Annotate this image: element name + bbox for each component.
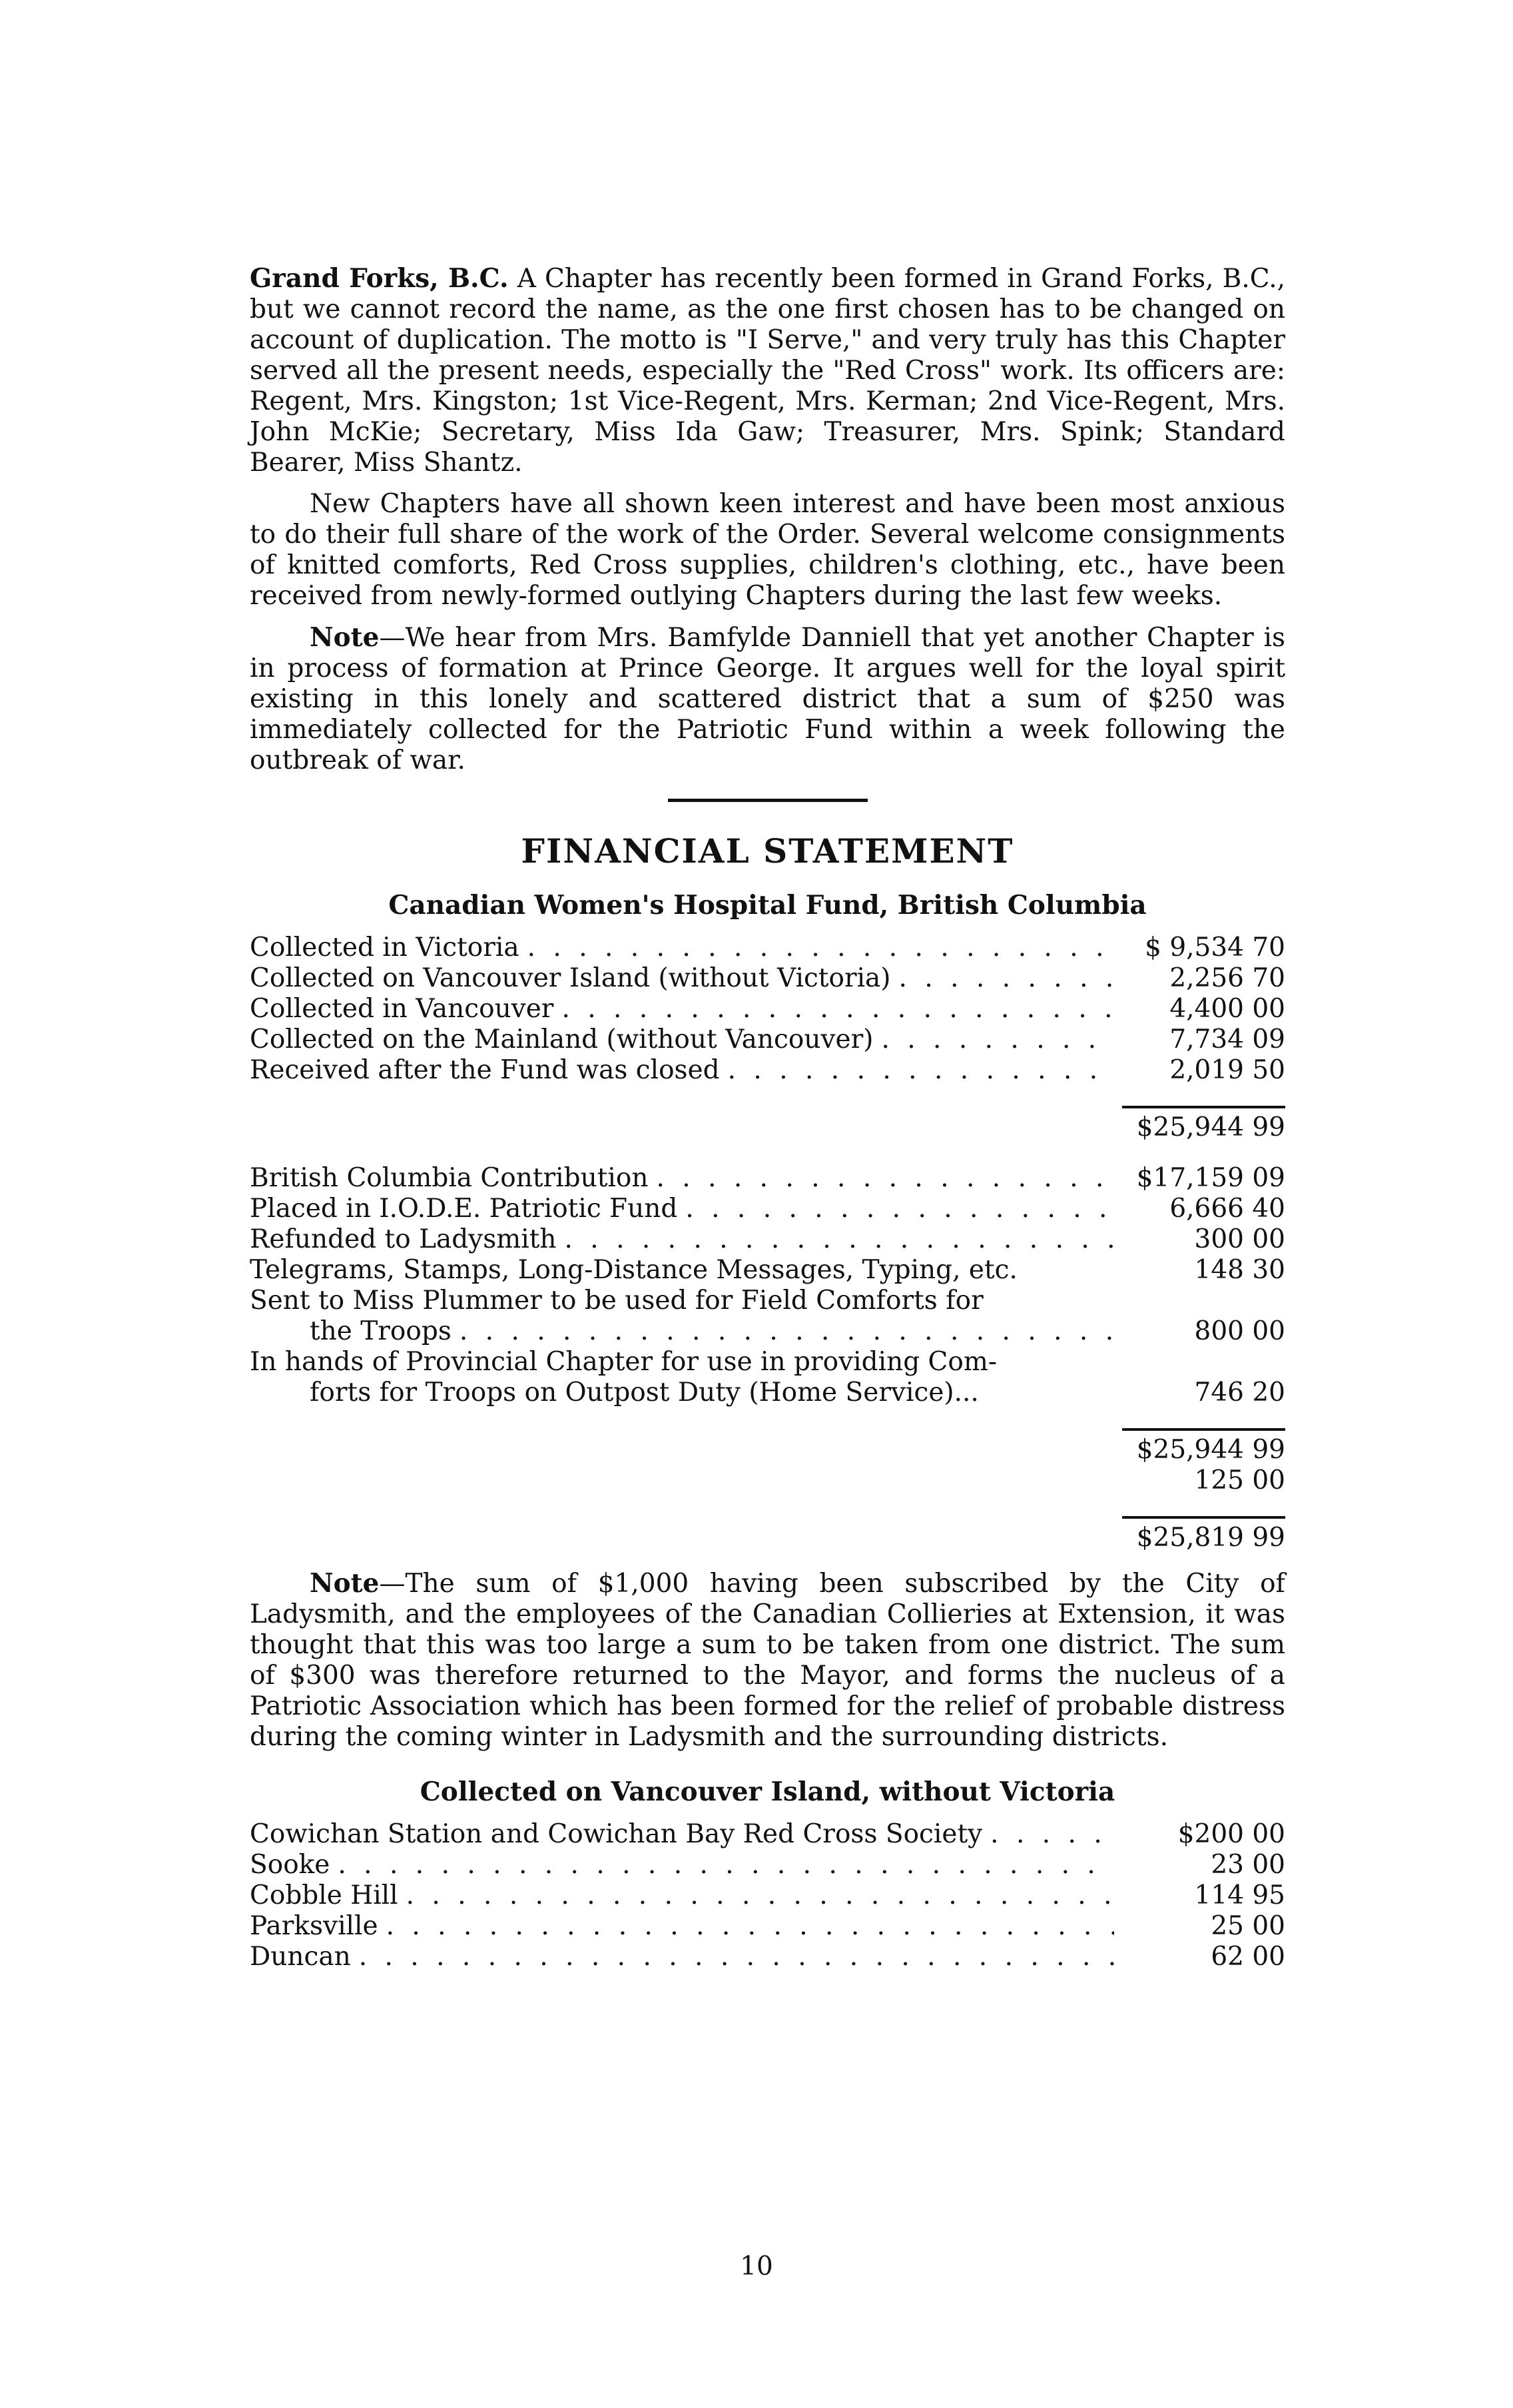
grand-forks-lead: Grand Forks, B.C. [250, 263, 509, 294]
ledger-row [250, 933, 1285, 963]
final-total-row [250, 1523, 1285, 1553]
total-row [250, 1435, 1285, 1465]
grand-forks-text: A Chapter has recently been formed in Grand Forks, B.C., but we cannot record the name, as the one first chosen has to be changed on account of duplication. The motto is "I Serve," and very truly has this Chapter served all the present needs, especially the "Red Cross" work. Its officers are: Regent, Mrs. Kingston; 1st Vice-Regent, Mrs. Kerman; 2nd Vice-Regent, Mrs. John McKie; Secretary, Miss Ida Gaw; Treasurer, Mrs. Spink; Standard Bearer, Miss Shantz. [250, 264, 1285, 478]
ledger-row [250, 1224, 1285, 1255]
note-prince-george-paragraph [250, 622, 1285, 776]
ledger-amount: 25 00 [1211, 1911, 1285, 1941]
ledger-amount: 2,019 50 [1169, 1055, 1285, 1085]
ledger-amount: 300 00 [1194, 1224, 1285, 1254]
ledger-label: Cowichan Station and Cowichan Bay Red Cross Society [250, 1819, 983, 1849]
ledger-row [250, 1255, 1285, 1286]
ledger-row [250, 1163, 1285, 1194]
leader-dots [881, 1024, 1114, 1055]
ledger-row [250, 1880, 1285, 1911]
leader-dots [406, 1880, 1114, 1911]
ledger-label: Collected on the Mainland (without Vancouver) [250, 1024, 874, 1054]
ledger-label: Placed in I.O.D.E. Patriotic Fund [250, 1194, 678, 1224]
total-rule [1122, 1106, 1285, 1108]
ledger-amount: 4,400 00 [1169, 994, 1285, 1024]
ledger-row [250, 1850, 1285, 1880]
deduction-row [250, 1465, 1285, 1496]
ledger-amount: $200 00 [1177, 1819, 1285, 1849]
ledger-row [250, 994, 1285, 1024]
spacer [250, 1143, 1285, 1163]
note-ladysmith-paragraph [250, 1568, 1285, 1753]
ledger-label: Collected in Vancouver [250, 994, 554, 1024]
leader-dots [459, 1316, 1114, 1347]
note-lead: Note [310, 1568, 380, 1599]
page-number: 10 [740, 2251, 773, 2281]
leader-dots [728, 1055, 1114, 1086]
ledger-row [250, 1942, 1285, 1972]
ledger-amount: 62 00 [1211, 1942, 1285, 1972]
ledger-row [250, 1378, 1285, 1408]
note-text: —The sum of $1,000 having been subscribed by the City of Ladysmith, and the employees of the Canadian Collieries at Extension, it was thought that this was too large a sum to be taken from one district. The sum of $300 was therefore returned to the Mayor, and forms the nucleus of a Patriotic Association which has been formed for the relief of probable distress during the coming winter in Ladysmith and the surrounding districts. [250, 1569, 1285, 1752]
ledger-label: Collected on Vancouver Island (without Victoria) [250, 963, 891, 993]
total-rule [1122, 1428, 1285, 1431]
ledger-amount: $17,159 09 [1136, 1163, 1285, 1193]
note-text: —We hear from Mrs. Bamfylde Danniell that yet another Chapter is in process of formation at Prince George. It argues well for the loyal spirit existing in this lonely and scattered district that a sum of $250 was immediately collected for the Patriotic Fund within a week following the outbreak of war. [250, 623, 1285, 775]
new-chapters-paragraph: New Chapters have all shown keen interest and have been most anxious to do their full share of the work of the Order. Several welcome consignments of knitted comforts, Red Cross supplies, children's clothing, etc., have been received from newly-formed outlying Chapters during the last few weeks. [250, 489, 1285, 611]
section-divider [668, 799, 868, 802]
ledger-row [250, 1024, 1285, 1055]
leader-dots [899, 963, 1114, 994]
ledger-label: Sooke [250, 1850, 330, 1880]
grand-forks-paragraph [250, 263, 1285, 478]
provincial-entry [250, 1347, 1285, 1408]
leader-dots [386, 1911, 1114, 1942]
vancouver-island-title: Collected on Vancouver Island, without Victoria [420, 1777, 1115, 1807]
leader-dots [527, 933, 1114, 963]
ledger-label: Parksville [250, 1911, 378, 1941]
ledger-amount: 148 30 [1194, 1255, 1285, 1285]
leader-dots [685, 1194, 1114, 1224]
ledger-label: In hands of Provincial Chapter for use in providing Com- [250, 1347, 998, 1377]
ledger-amount: 7,734 09 [1169, 1024, 1285, 1054]
total-amount: $25,944 99 [1136, 1112, 1285, 1142]
ledger-amount: 23 00 [1211, 1850, 1285, 1880]
ledger-amount: 800 00 [1194, 1316, 1285, 1346]
ledger-row [250, 1055, 1285, 1086]
ledger-label: British Columbia Contribution [250, 1163, 649, 1193]
collected-ledger [250, 933, 1285, 1553]
financial-statement-title: FINANCIAL STATEMENT [521, 831, 1014, 871]
ledger-label: Refunded to Ladysmith [250, 1224, 557, 1254]
ledger-label: Telegrams, Stamps, Long-Distance Messages, Typing, etc. [250, 1255, 1018, 1285]
ledger-label: forts for Troops on Outpost Duty (Home Service)... [310, 1378, 979, 1407]
total-row [250, 1112, 1285, 1143]
leader-dots [656, 1163, 1114, 1194]
ledger-amount: 6,666 40 [1169, 1194, 1285, 1224]
ledger-label: Received after the Fund was closed [250, 1055, 720, 1085]
leader-dots [359, 1942, 1114, 1972]
page-content [250, 263, 1285, 1972]
ledger-amount: $ 9,534 70 [1145, 933, 1285, 963]
leader-dots [564, 1224, 1114, 1255]
financial-statement-subtitle: Canadian Women's Hospital Fund, British Columbia [388, 890, 1147, 921]
total-rule [1122, 1516, 1285, 1519]
ledger-row [250, 1911, 1285, 1942]
ledger-label: Cobble Hill [250, 1880, 398, 1910]
ledger-label: Sent to Miss Plummer to be used for Field Comforts for [250, 1286, 984, 1316]
vancouver-island-ledger [250, 1819, 1285, 1972]
deduction-amount: 125 00 [1194, 1465, 1285, 1495]
leader-dots [338, 1850, 1114, 1880]
ledger-row [250, 1316, 1285, 1347]
leader-dots [561, 994, 1114, 1024]
total-amount: $25,944 99 [1136, 1435, 1285, 1465]
ledger-row [250, 1194, 1285, 1224]
leader-dots [990, 1819, 1114, 1850]
plummer-entry [250, 1286, 1285, 1347]
ledger-amount: 2,256 70 [1169, 963, 1285, 993]
note-lead: Note [310, 622, 380, 653]
final-total-amount: $25,819 99 [1136, 1523, 1285, 1553]
ledger-amount: 114 95 [1194, 1880, 1285, 1910]
ledger-amount: 746 20 [1194, 1378, 1285, 1407]
ledger-label: Duncan [250, 1942, 351, 1972]
ledger-row [250, 1819, 1285, 1850]
ledger-row [250, 963, 1285, 994]
ledger-label: Collected in Victoria [250, 933, 519, 963]
ledger-label: the Troops [310, 1316, 452, 1346]
